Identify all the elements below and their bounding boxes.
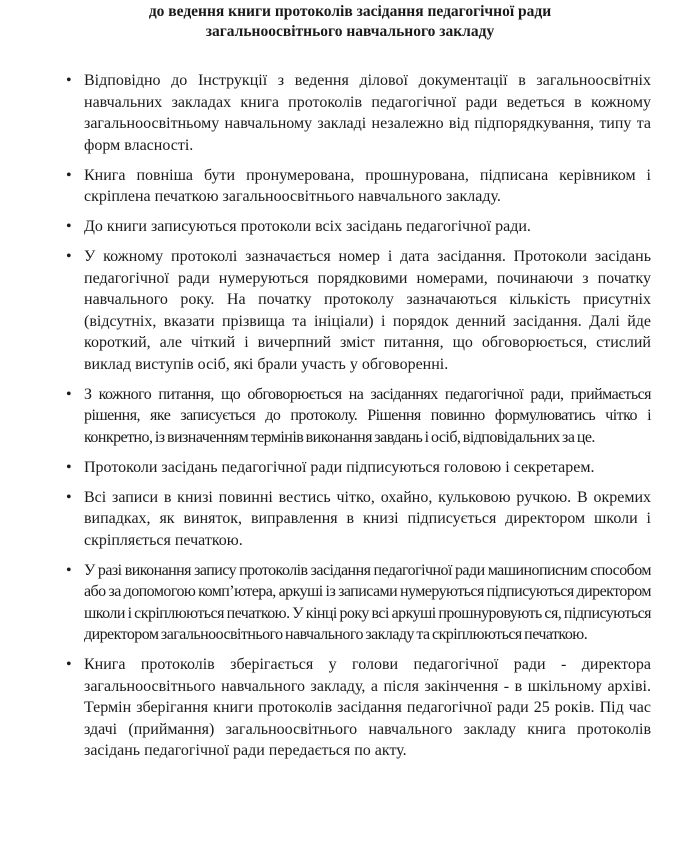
document-heading [0, 0, 700, 42]
bullet-list [66, 70, 651, 770]
list-item [66, 560, 651, 646]
bullet-icon: • [66, 656, 72, 673]
heading-line-2: загальноосвітнього навчального закладу [205, 23, 495, 40]
list-item-text: Відповідно до Інструкції з ведення ділової документації в загальноосвітніх навчальних закладах книга протоколів педагогічної ради ведеться в кожному загальноосвітньому навчальному закладі незалежно від підпорядкування, типу та форм власності. [84, 72, 651, 154]
list-item [66, 384, 651, 449]
bullet-icon: • [66, 488, 72, 506]
list-item [66, 654, 651, 762]
list-item [66, 487, 651, 552]
bullet-icon: • [66, 248, 72, 265]
bullet-icon: • [66, 218, 72, 235]
list-item [66, 165, 651, 208]
list-item-text: Всі записи в книзі повинні вестись чітко, охайно, кульковою ручкою. В окремих випадках, як виняток, виправлення в книзі підписується директором школи і скріпляється печаткою. [84, 488, 651, 549]
list-item-text: Книга протоколів зберігається у голови педагогічної ради - директора загальноосвітнього навчального закладу, а після закінчення - в шкільному архіві. Термін зберігання книги протоколів засідання педагогічної ради 25 років. Під час здачі (приймання) загальноосвітнього навчального закладу книга протоколів засідань педагогічної ради передається по акту. [84, 656, 651, 759]
list-item [66, 216, 651, 238]
bullet-icon: • [66, 561, 72, 579]
bullet-icon: • [66, 385, 72, 403]
list-item-text: До книги записуються протоколи всіх засідань педагогічної ради. [84, 218, 531, 235]
bullet-icon: • [66, 166, 72, 184]
list-item-text: Протоколи засідань педагогічної ради підписуються головою і секретарем. [84, 458, 595, 476]
bullet-icon: • [66, 72, 72, 89]
list-item-text: Книга повніша бути пронумерована, прошнурована, підписана керівником і скріплена печаткою загальноосвітнього навчального закладу. [84, 166, 651, 205]
bullet-icon: • [66, 458, 72, 476]
list-item-text: У разі виконання запису протоколів засідання педагогічної ради машинописним способом або за допомогою комп’ютера, аркуші із записами нумеруються підписуються директором школи і скріплюються печаткою. У кінці року всі аркуші прошнуровують ся, підписуються директором загальноосвітнього навчального закладу та скріплюються печаткою. [84, 561, 651, 643]
list-item-text: У кожному протоколі зазначається номер і дата засідання. Протоколи засідань педагогічної ради нумеруються порядковими номерами, починаючи з початку навчального року. На початку протоколу зазначаються кількість присутніх (відсутніх, вказати прізвища та ініціали) і порядок денний засідання. Далі йде короткий, але чіткий і вичерпний зміст питання, що обговорюється, стислий виклад виступів осіб, які брали участь у обговоренні. [84, 248, 651, 373]
list-item [66, 70, 651, 156]
list-item [66, 246, 651, 375]
list-item-text: З кожного питання, що обговорюється на засіданнях педагогічної ради, приймається рішення, яке записується до протоколу. Рішення повинно формулюватись чітко і конкретно, із визначенням термінів виконання завдань і осіб, відповідальних за це. [84, 385, 651, 446]
list-item [66, 457, 651, 479]
heading-line-1: до ведення книги протоколів засідання педагогічної ради [148, 3, 552, 20]
